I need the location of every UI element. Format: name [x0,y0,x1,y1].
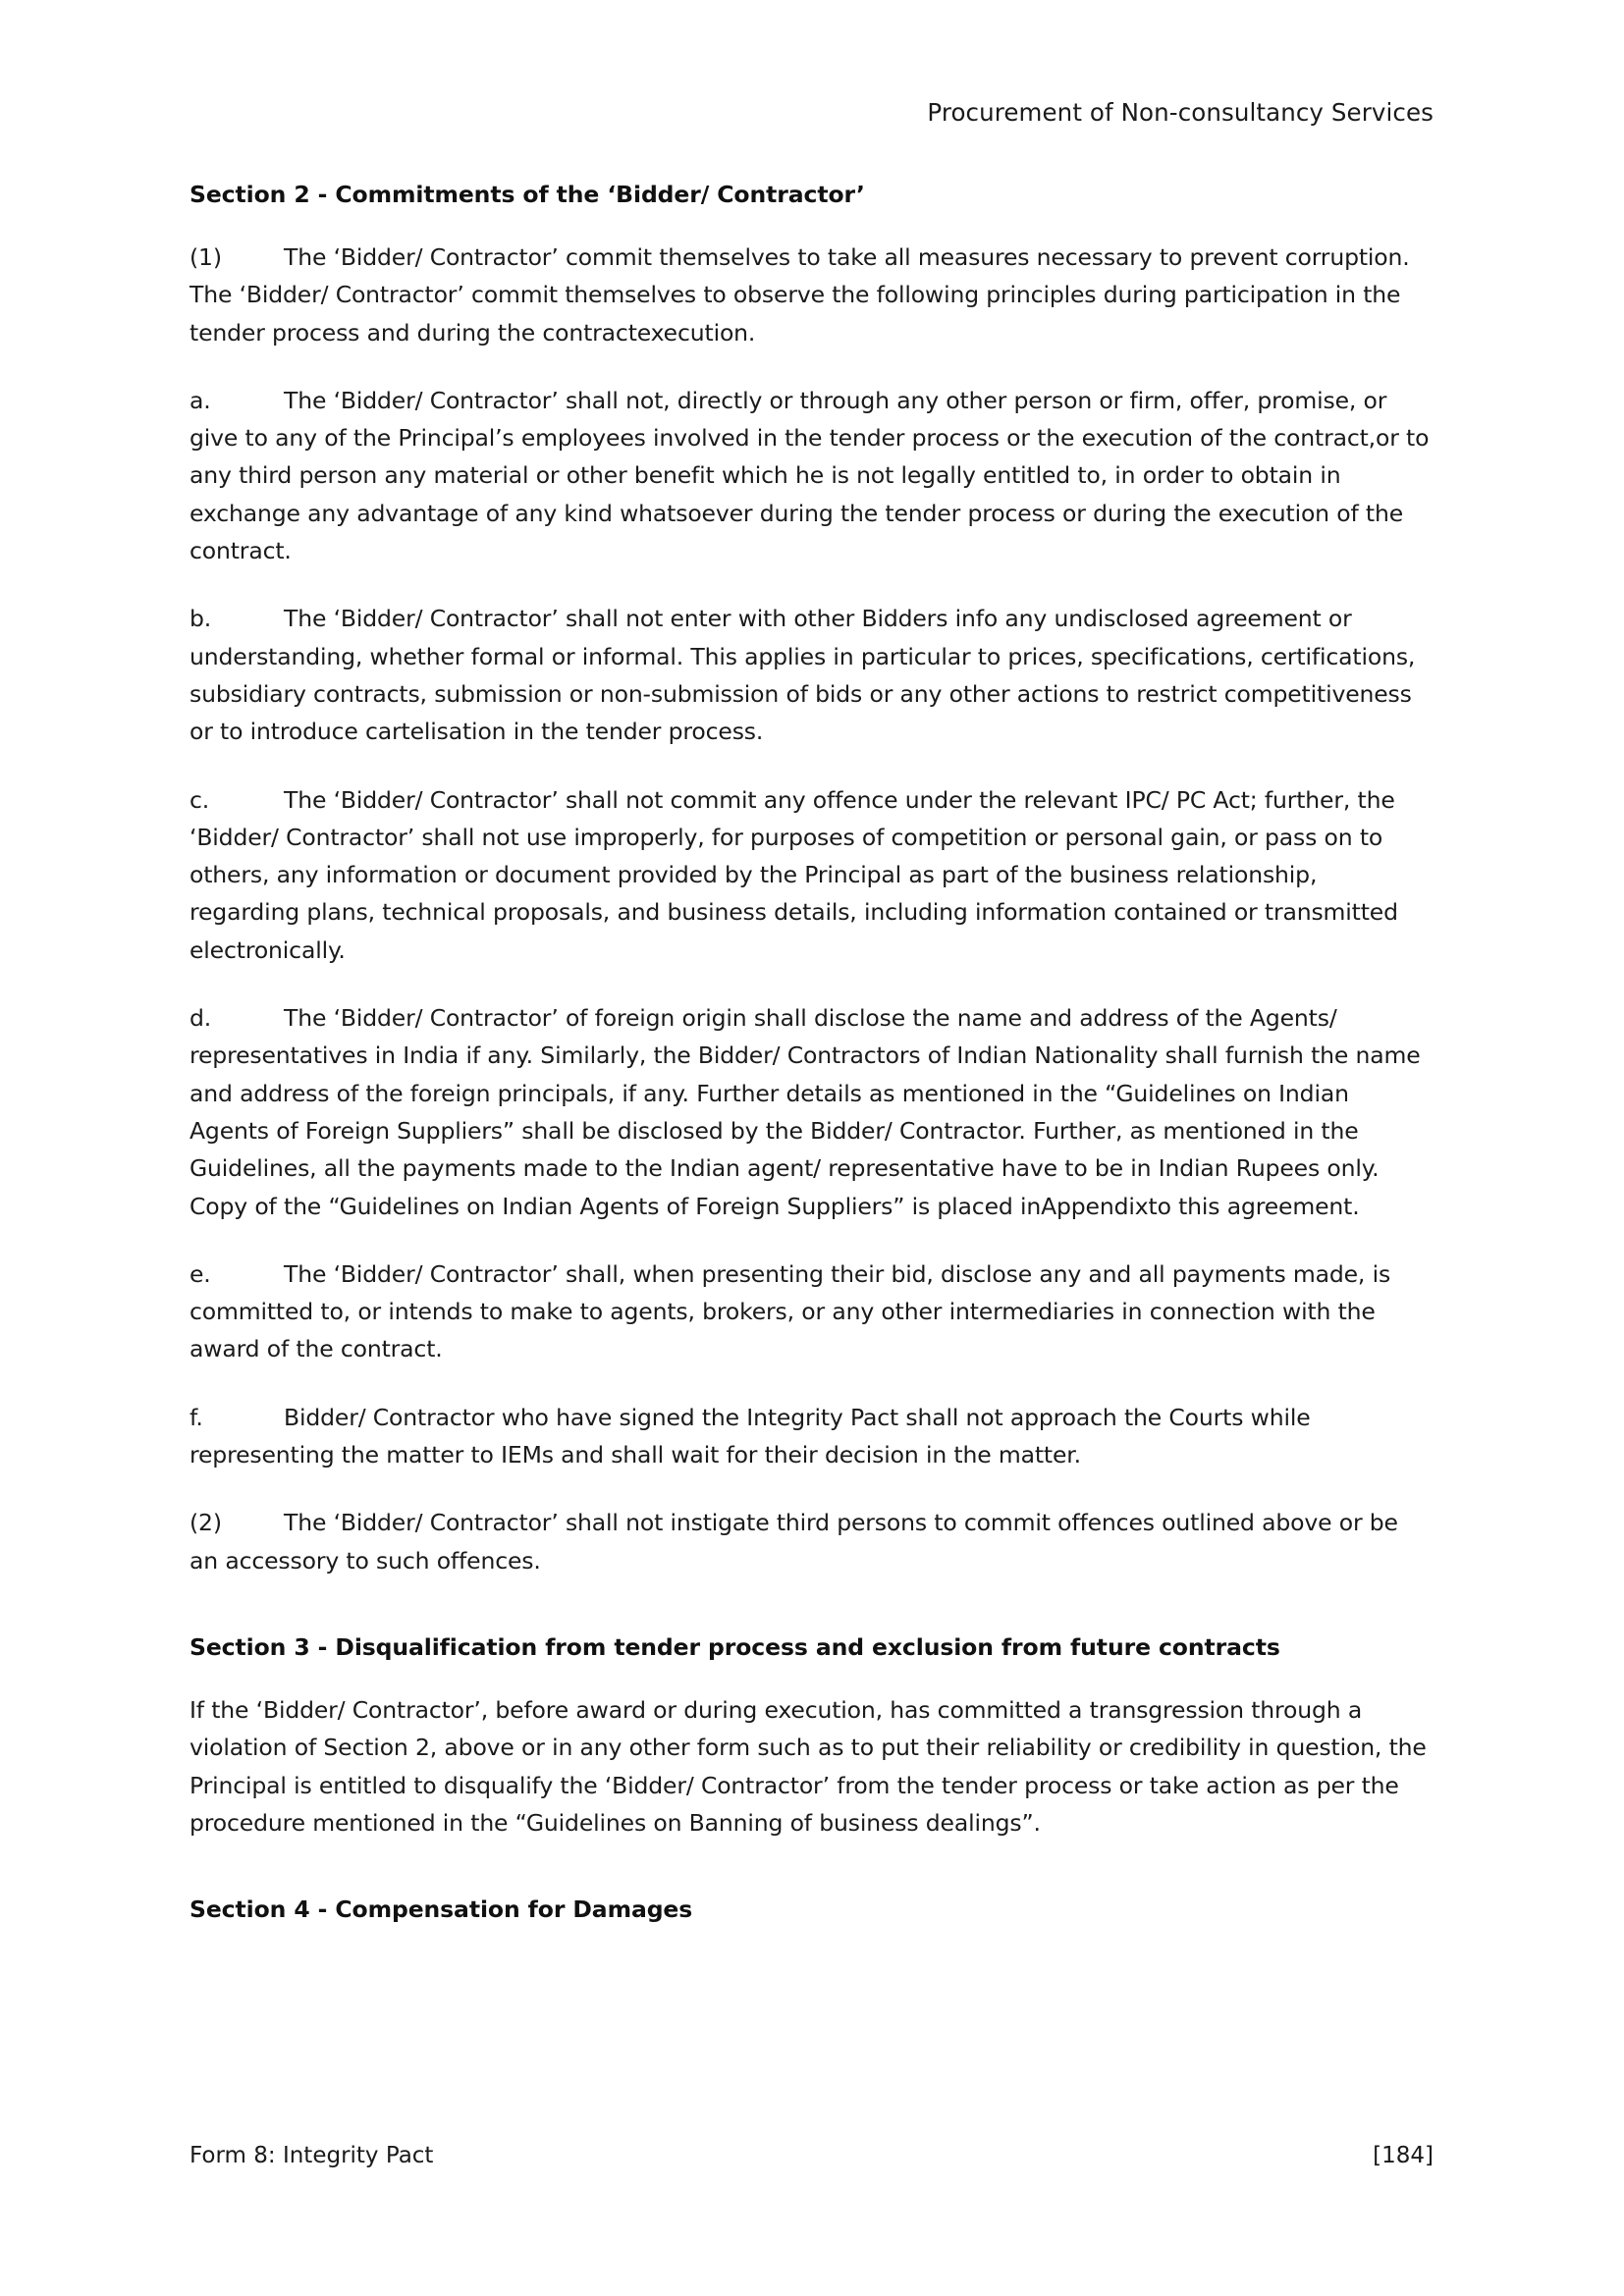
clause-d-text: The ‘Bidder/ Contractor’ of foreign origin shall disclose the name and address of the Agents/ representatives in India if any. Similarly, the Bidder/ Contractors of Indian Nationality shall furnish the name and address of the foreign principals, if any. Further details as mentioned in the “Guidelines on Indian Agents of Foreign Suppliers” shall be disclosed by the Bidder/ Contractor. Further, as mentioned in the Guidelines, all the payments made to the Indian agent/ representative have to be in Indian Rupees only. Copy of the “Guidelines on Indian Agents of Foreign Suppliers” is placed inAppendixto this agreement. [189,1004,1421,1220]
paragraph-1 [189,239,1434,351]
clause-a-text: The ‘Bidder/ Contractor’ shall not, directly or through any other person or firm, offer, promise, or give to any of the Principal’s employees involved in the tender process or the execution of the contract,or to any third person any material or other benefit which he is not legally entitled to, in order to obtain in exchange any advantage of any kind whatsoever during the tender process or during the execution of the contract. [189,386,1430,565]
clause-e [189,1255,1434,1368]
paragraph-2-label: (2) [189,1509,222,1537]
clause-e-label: e. [189,1259,211,1288]
clause-f [189,1399,1434,1474]
page-footer [189,2143,1434,2168]
section-3-body: If the ‘Bidder/ Contractor’, before award or during execution, has committed a transgression through a violation of Section 2, above or in any other form such as to put their reliability or credibility in question, the Principal is entitled to disqualify the ‘Bidder/ Contractor’ from the tender process or take action as per the procedure mentioned in the “Guidelines on Banning of business dealings”. [189,1695,1427,1837]
page-content [189,0,1434,2296]
section-2-heading: Section 2 - Commitments of the ‘Bidder/ Contractor’ [189,181,865,208]
clause-c-text: The ‘Bidder/ Contractor’ shall not commit any offence under the relevant IPC/ PC Act; further, the ‘Bidder/ Contractor’ shall not use improperly, for purposes of competition or personal gain, or pass on to others, any information or document provided by the Principal as part of the business relationship, regarding plans, technical proposals, and business details, including information contained or transmitted electronically. [189,785,1398,964]
clause-a-label: a. [189,386,211,414]
running-header: Procurement of Non-consultancy Services [927,98,1434,127]
clause-e-text: The ‘Bidder/ Contractor’ shall, when presenting their bid, disclose any and all payments made, is committed to, or intends to make to agents, brokers, or any other intermediaries in connection with the award of the contract. [189,1259,1391,1363]
clause-b [189,600,1434,750]
section-3-heading: Section 3 - Disqualification from tender process and exclusion from future contracts [189,1632,1280,1661]
clause-d [189,999,1434,1225]
clause-b-text: The ‘Bidder/ Contractor’ shall not enter with other Bidders info any undisclosed agreement or understanding, whether formal or informal. This applies in particular to prices, specifications, certifications, subsidiary contracts, submission or non-submission of bids or any other actions to restrict competitiveness or to introduce cartelisation in the tender process. [189,605,1416,746]
paragraph-1-label: (1) [189,243,222,271]
clause-c [189,781,1434,969]
clause-b-label: b. [189,605,212,633]
footer-page-number: [184] [1373,2143,1434,2168]
clause-f-label: f. [189,1403,203,1431]
clause-f-text: Bidder/ Contractor who have signed the Integrity Pact shall not approach the Courts while representing the matter to IEMs and shall wait for their decision in the matter. [189,1403,1311,1469]
paragraph-2-text: The ‘Bidder/ Contractor’ shall not instigate third persons to commit offences outlined above or be an accessory to such offences. [189,1509,1398,1575]
clause-a [189,382,1434,569]
paragraph-2 [189,1504,1434,1579]
section-4-heading: Section 4 - Compensation for Damages [189,1896,693,1924]
paragraph-1-text: The ‘Bidder/ Contractor’ commit themselves to take all measures necessary to prevent corruption. The ‘Bidder/ Contractor’ commit themselves to observe the following principles during participation in the tender process and during the contractexecution. [189,243,1410,347]
clause-d-label: d. [189,1004,212,1033]
footer-form-label: Form 8: Integrity Pact [189,2143,434,2168]
clause-c-label: c. [189,785,210,814]
